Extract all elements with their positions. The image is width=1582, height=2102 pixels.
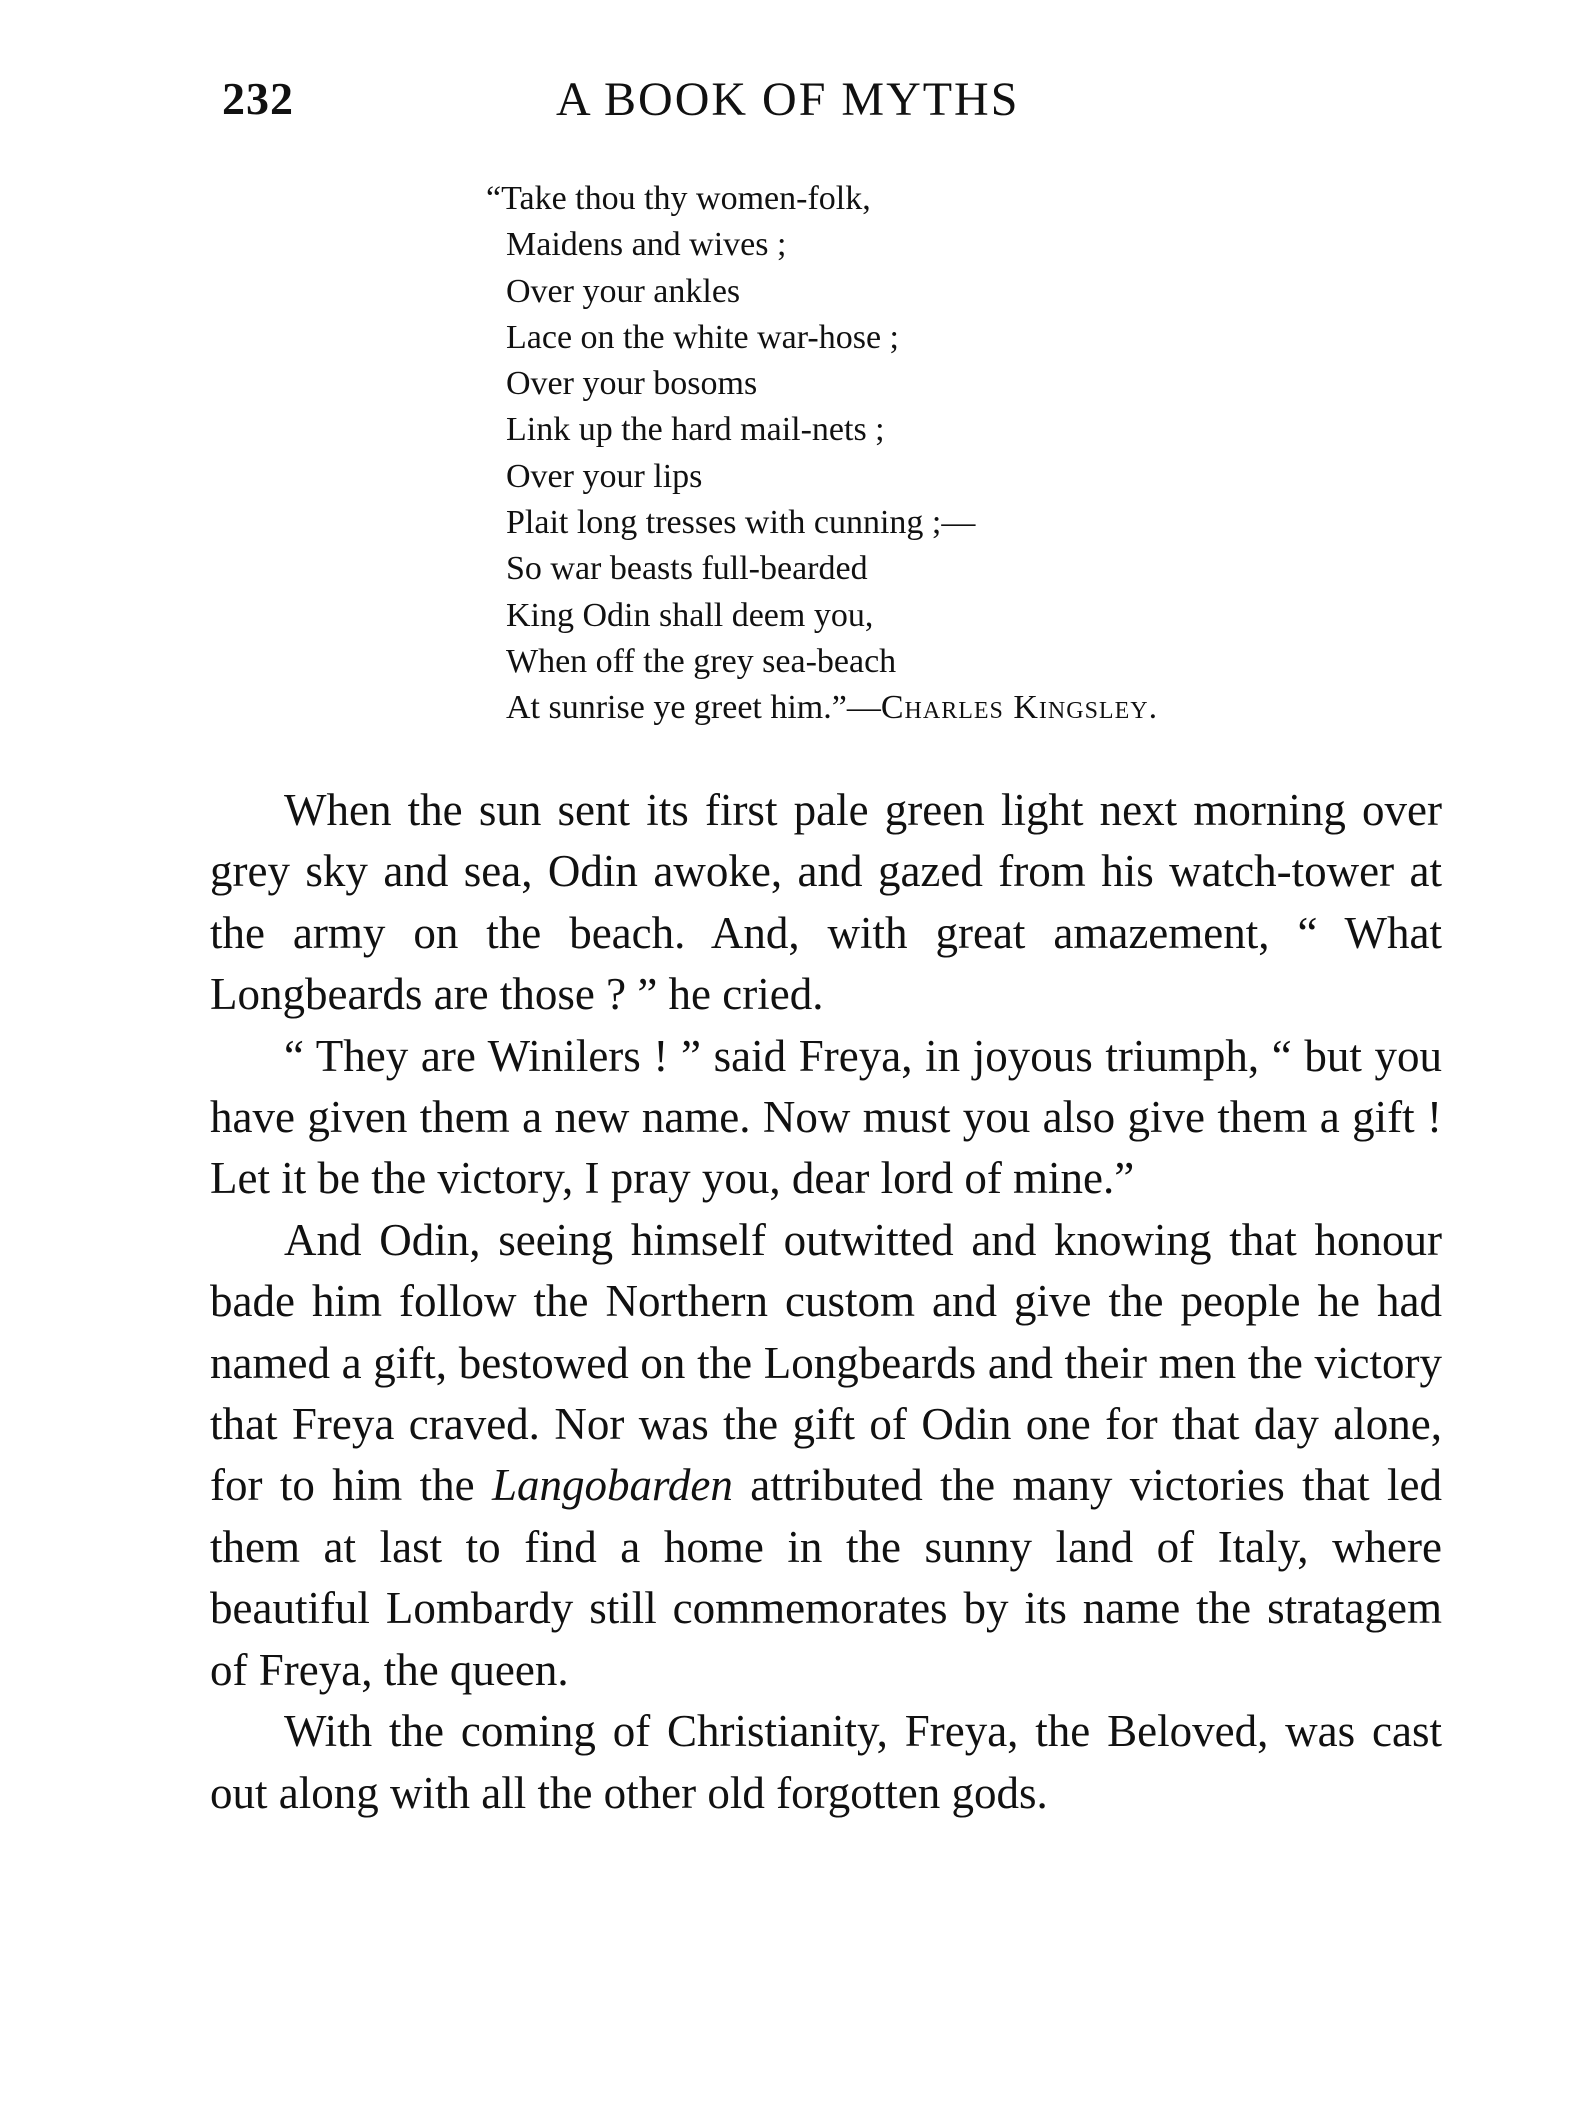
paragraph-text: And Odin, seeing himself outwitted and knowing that honour bade him follow the Northern custom and give the people he had named a gift, bestowed on the Longbeards and their men the victory that Freya craved. Nor was the gift of Odin one for that day alone, for to him the: [210, 1214, 1442, 1511]
verse-line: “Take thou thy women-folk,: [486, 180, 871, 217]
verse-line: When off the grey sea-beach: [506, 642, 897, 680]
verse-line: King Odin shall deem you,: [506, 596, 874, 634]
verse-line: Over your lips: [506, 457, 703, 495]
paragraph: “ They are Winilers ! ” said Freya, in joyous triumph, “ but you have given them a new name. Now must you also give them a gift ! Let it be the victory, I pray you, dear lord of mine.”: [210, 1030, 1442, 1204]
paragraph: With the coming of Christianity, Freya, the Beloved, was cast out along with all the other old forgotten gods.: [210, 1706, 1442, 1818]
verse-quotation: [486, 176, 1159, 732]
verse-line-text: At sunrise ye greet him.”—: [506, 689, 881, 727]
verse-line: Over your ankles: [506, 272, 741, 310]
verse-line: Lace on the white war-hose ;: [506, 318, 899, 356]
verse-line: So war beasts full-bearded: [506, 550, 868, 588]
running-title: A BOOK OF MYTHS: [556, 73, 1020, 126]
italic-term: Langobarden: [492, 1460, 733, 1511]
paragraph: When the sun sent its first pale green light next morning over grey sky and sea, Odin awoke, and gazed from his watch-tower at the army on the beach. And, with great amazement, “ What Longbeards are those ? ” he cried.: [210, 785, 1442, 1020]
page-number: 232: [222, 73, 294, 124]
verse-attribution: Charles Kingsley.: [880, 689, 1159, 727]
paragraph: [210, 1210, 1442, 1701]
verse-line: Maidens and wives ;: [506, 226, 787, 264]
verse-line: Link up the hard mail-nets ;: [506, 411, 885, 449]
running-head: [222, 72, 1452, 142]
body-text: [210, 780, 1442, 1824]
verse-line: Plait long tresses with cunning ;—: [506, 504, 976, 542]
paragraph-text: attributed the many victories that led them at last to find a home in the sunny land of Italy, where beautiful Lombardy still commemorates by its name the stratagem of Freya, the queen.: [210, 1460, 1442, 1695]
verse-last-line: [506, 685, 1158, 731]
verse-line: Over your bosoms: [506, 365, 758, 403]
